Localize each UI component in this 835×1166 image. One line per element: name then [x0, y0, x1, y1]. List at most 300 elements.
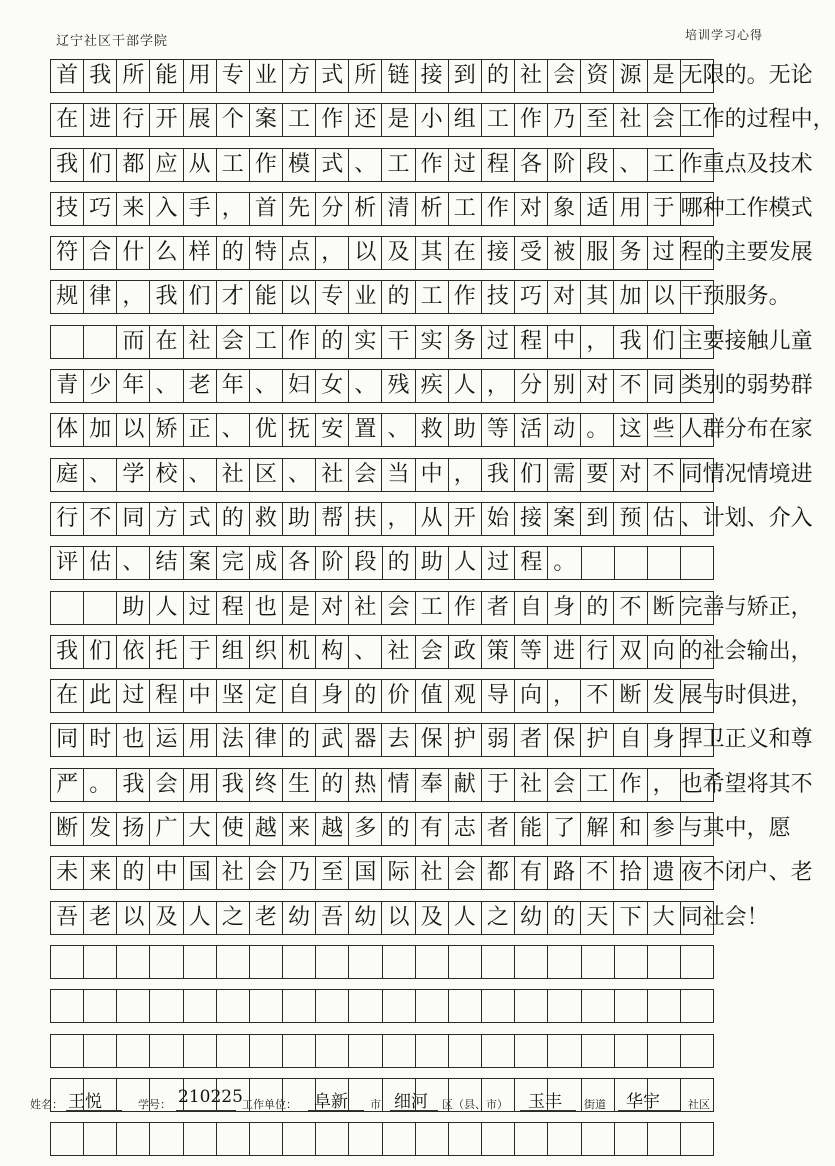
grid-cell: 到	[581, 503, 614, 535]
grid-cell: 构	[316, 636, 349, 668]
grid-cell: ，	[548, 680, 581, 712]
grid-row	[50, 723, 813, 757]
grid-cell: 。	[548, 547, 581, 579]
grid-cell: 及	[150, 902, 183, 934]
grid-cell: 人	[449, 547, 482, 579]
grid-cell: 我	[217, 769, 250, 801]
grid-cell: 都	[482, 857, 515, 889]
grid-cell: 乃	[548, 104, 581, 136]
grid-cell: 工	[581, 769, 614, 801]
grid-cell: 过	[449, 149, 482, 181]
grid-cell: 会	[416, 636, 449, 668]
grid-cell: 个	[217, 104, 250, 136]
grid-cell: 接	[482, 237, 515, 269]
grid-cell: 所	[117, 60, 150, 92]
grid-cell: 过	[184, 592, 217, 624]
grid-row	[50, 1034, 714, 1068]
grid-cell	[349, 990, 382, 1022]
grid-cell: 严	[51, 769, 84, 801]
grid-cell: 人	[150, 592, 183, 624]
grid-row	[50, 369, 813, 403]
grid-cell: 夜不闭户、老	[681, 857, 714, 889]
grid-cell: 对	[614, 459, 647, 491]
grid-cell: 干	[382, 326, 415, 358]
grid-cell	[482, 946, 515, 978]
grid-cell: 对	[548, 281, 581, 313]
grid-cell: 要	[581, 459, 614, 491]
grid-cell	[349, 1035, 382, 1067]
grid-cell	[615, 547, 648, 579]
grid-cell: 于	[184, 636, 217, 668]
grid-cell: 象	[548, 193, 581, 225]
grid-cell	[217, 1123, 250, 1155]
grid-cell: 机	[283, 636, 316, 668]
grid-cell: 同情况情境进	[681, 459, 714, 491]
grid-cell: 还	[349, 104, 382, 136]
grid-cell: 预	[614, 503, 647, 535]
grid-cell: 去	[382, 724, 415, 756]
grid-cell: 织	[250, 636, 283, 668]
grid-cell: 作	[250, 149, 283, 181]
grid-cell: 定	[250, 680, 283, 712]
grid-cell: 特	[250, 237, 283, 269]
grid-cell: 在	[51, 680, 84, 712]
grid-cell: 救	[250, 503, 283, 535]
grid-cell: 断	[614, 680, 647, 712]
grid-cell	[184, 1123, 217, 1155]
community-value: 华宇	[626, 1092, 660, 1112]
grid-row	[50, 59, 813, 93]
grid-cell: 、	[349, 149, 382, 181]
grid-cell: 实	[349, 326, 382, 358]
grid-cell: 析	[349, 193, 382, 225]
grid-cell: 助	[449, 414, 482, 446]
grid-cell: 保	[416, 724, 449, 756]
grid-cell: 过	[482, 326, 515, 358]
grid-cell: 。	[581, 414, 614, 446]
grid-cell: 年	[117, 370, 150, 402]
grid-cell: 与其中，愿	[681, 813, 714, 845]
grid-row	[50, 103, 835, 137]
grid-cell: 别	[548, 370, 581, 402]
grid-cell: 入	[150, 193, 183, 225]
grid-cell: 时	[84, 724, 117, 756]
grid-cell: 至	[581, 104, 614, 136]
grid-cell: 能	[150, 60, 183, 92]
grid-cell	[515, 1035, 548, 1067]
street-underline	[520, 1110, 576, 1111]
grid-cell: 献	[449, 769, 482, 801]
grid-cell: 能	[515, 813, 548, 845]
street-label: 街道	[584, 1098, 606, 1111]
grid-cell: 在	[449, 237, 482, 269]
grid-cell: 者	[482, 592, 515, 624]
grid-cell	[117, 990, 150, 1022]
grid-cell: 先	[283, 193, 316, 225]
grid-cell: 需	[548, 459, 581, 491]
grid-cell: 会	[382, 592, 415, 624]
grid-cell	[648, 990, 681, 1022]
grid-cell: 社	[184, 326, 217, 358]
grid-cell: 工	[283, 104, 316, 136]
grid-cell: 、	[382, 414, 415, 446]
grid-cell: 幼	[515, 902, 548, 934]
grid-cell: 助	[416, 547, 449, 579]
grid-cell: 安	[316, 414, 349, 446]
grid-cell: 服	[581, 237, 614, 269]
grid-cell	[51, 990, 84, 1022]
grid-cell: 段	[349, 547, 382, 579]
grid-cell: ，	[316, 237, 349, 269]
grid-cell	[150, 1035, 183, 1067]
grid-cell: 业	[250, 60, 283, 92]
grid-cell: 的	[316, 769, 349, 801]
grid-cell: 其	[581, 281, 614, 313]
grid-cell: 都	[117, 149, 150, 181]
grid-cell: 是	[648, 60, 681, 92]
signature-footer	[0, 1080, 799, 1120]
grid-cell: 应	[150, 149, 183, 181]
grid-cell: 些	[648, 414, 681, 446]
grid-cell: 学	[117, 459, 150, 491]
grid-row	[50, 989, 714, 1023]
grid-cell: 护	[449, 724, 482, 756]
grid-cell	[349, 1123, 382, 1155]
grid-cell: 当	[382, 459, 415, 491]
grid-row	[50, 458, 813, 492]
grid-cell: 优	[250, 414, 283, 446]
grid-cell: 程	[482, 149, 515, 181]
grid-cell: 生	[283, 769, 316, 801]
grid-cell	[615, 946, 648, 978]
grid-cell: 首	[51, 60, 84, 92]
grid-cell: 越	[250, 813, 283, 845]
grid-cell	[84, 946, 117, 978]
grid-cell: 残	[382, 370, 415, 402]
grid-cell: 各	[283, 547, 316, 579]
grid-cell: 也	[250, 592, 283, 624]
grid-cell: 模	[283, 149, 316, 181]
grid-cell: 也	[117, 724, 150, 756]
grid-cell: 的	[482, 60, 515, 92]
name-label: 姓名：	[30, 1098, 63, 1111]
grid-cell: 工	[250, 326, 283, 358]
grid-cell: 会	[548, 60, 581, 92]
grid-cell: 小	[416, 104, 449, 136]
grid-cell: 越	[316, 813, 349, 845]
grid-cell	[84, 1123, 117, 1155]
grid-row	[50, 280, 791, 314]
grid-cell: 、	[349, 370, 382, 402]
grid-cell	[482, 990, 515, 1022]
grid-cell: 人	[184, 902, 217, 934]
grid-cell: ，	[581, 326, 614, 358]
grid-cell: 是	[283, 592, 316, 624]
grid-cell: 的	[316, 326, 349, 358]
grid-cell: 以	[283, 281, 316, 313]
grid-cell: 有	[416, 813, 449, 845]
grid-cell: 救	[416, 414, 449, 446]
grid-cell	[615, 990, 648, 1022]
district-underline	[390, 1110, 438, 1111]
grid-cell: 的	[217, 503, 250, 535]
grid-cell: 国	[184, 857, 217, 889]
grid-cell: ，	[449, 459, 482, 491]
grid-cell	[283, 1123, 316, 1155]
grid-cell: 发	[648, 680, 681, 712]
grid-cell: 阶	[548, 149, 581, 181]
district-label: 区（县、市）	[442, 1098, 508, 1111]
grid-cell: 不	[581, 680, 614, 712]
grid-cell: 中	[416, 459, 449, 491]
grid-cell: 作	[316, 104, 349, 136]
grid-cell: 社	[515, 769, 548, 801]
grid-cell: 样	[184, 237, 217, 269]
grid-cell: 作	[449, 281, 482, 313]
grid-cell: 以	[117, 902, 150, 934]
grid-cell	[383, 990, 416, 1022]
street-value: 玉丰	[528, 1092, 562, 1112]
grid-cell: 分	[316, 193, 349, 225]
grid-cell	[548, 1035, 581, 1067]
grid-cell: 使	[217, 813, 250, 845]
grid-cell: 扬	[117, 813, 150, 845]
grid-cell: 在	[51, 104, 84, 136]
grid-cell: 评	[51, 547, 84, 579]
grid-row	[50, 901, 769, 935]
grid-cell	[250, 946, 283, 978]
grid-cell: 的	[117, 857, 150, 889]
grid-cell	[217, 990, 250, 1022]
grid-row	[50, 325, 813, 359]
grid-cell: 行	[51, 503, 84, 535]
grid-cell	[316, 990, 349, 1022]
grid-cell: 作	[614, 769, 647, 801]
grid-cell: 作	[416, 149, 449, 181]
grid-cell: 武	[316, 724, 349, 756]
grid-cell: 奉	[416, 769, 449, 801]
grid-cell	[51, 326, 84, 358]
grid-cell: 行	[117, 104, 150, 136]
grid-cell: 、	[117, 547, 150, 579]
grid-cell: 同社会！	[681, 902, 714, 934]
grid-cell: 社	[515, 60, 548, 92]
grid-cell: 案	[250, 104, 283, 136]
grid-cell: 置	[349, 414, 382, 446]
grid-cell: 人群分布在家	[681, 414, 714, 446]
grid-cell: 老	[184, 370, 217, 402]
grid-cell: 的	[548, 902, 581, 934]
grid-cell: 的社会输出，	[681, 636, 714, 668]
grid-cell: 大	[648, 902, 681, 934]
grid-cell: 工	[416, 281, 449, 313]
grid-cell: 不	[614, 370, 647, 402]
grid-cell: 的	[283, 724, 316, 756]
grid-cell: 会	[217, 326, 250, 358]
grid-cell: 于	[482, 769, 515, 801]
grid-cell: 用	[184, 60, 217, 92]
grid-cell: 们	[84, 636, 117, 668]
grid-cell	[150, 1123, 183, 1155]
grid-cell: 以	[349, 237, 382, 269]
grid-cell: 我	[51, 149, 84, 181]
grid-cell: 、	[250, 370, 283, 402]
grid-cell: 律	[84, 281, 117, 313]
grid-cell	[648, 547, 681, 579]
grid-cell: 式	[316, 60, 349, 92]
grid-cell: 无限的。无论	[681, 60, 714, 92]
grid-cell: 案	[184, 547, 217, 579]
grid-cell	[416, 990, 449, 1022]
grid-cell: 方	[150, 503, 183, 535]
grid-cell: 有	[515, 857, 548, 889]
grid-cell	[681, 1123, 714, 1155]
grid-cell: 技	[51, 193, 84, 225]
grid-cell	[117, 1035, 150, 1067]
grid-cell	[51, 592, 84, 624]
grid-cell: 们	[515, 459, 548, 491]
grid-cell: 规	[51, 281, 84, 313]
grid-cell: 少	[84, 370, 117, 402]
grid-cell	[449, 990, 482, 1022]
grid-cell	[84, 1035, 117, 1067]
grid-cell: 受	[515, 237, 548, 269]
grid-cell	[383, 1035, 416, 1067]
grid-cell	[84, 990, 117, 1022]
grid-cell: 进	[548, 636, 581, 668]
grid-cell: 下	[614, 902, 647, 934]
grid-cell	[316, 1035, 349, 1067]
grid-cell: 等	[482, 414, 515, 446]
grid-cell: 同	[117, 503, 150, 535]
grid-cell: 程	[515, 326, 548, 358]
grid-cell: 作	[482, 193, 515, 225]
grid-cell: 来	[84, 857, 117, 889]
grid-cell: 向	[515, 680, 548, 712]
grid-cell	[582, 547, 615, 579]
grid-cell: 也希望将其不	[681, 769, 714, 801]
grid-cell: 国	[349, 857, 382, 889]
grid-cell: 被	[548, 237, 581, 269]
grid-cell: 阶	[316, 547, 349, 579]
grid-cell: 以	[117, 414, 150, 446]
grid-cell: 此	[84, 680, 117, 712]
grid-cell: 来	[283, 813, 316, 845]
grid-cell: 坚	[217, 680, 250, 712]
grid-cell: 实	[416, 326, 449, 358]
grid-cell: 热	[349, 769, 382, 801]
grid-cell: 完善与矫正，	[681, 592, 714, 624]
grid-cell: 了	[548, 813, 581, 845]
grid-cell: 动	[548, 414, 581, 446]
grid-cell	[283, 1035, 316, 1067]
grid-cell	[51, 1035, 84, 1067]
grid-cell: 社	[416, 857, 449, 889]
grid-cell: 政	[449, 636, 482, 668]
grid-cell: 过	[648, 237, 681, 269]
grid-cell	[582, 990, 615, 1022]
grid-cell: 不	[614, 592, 647, 624]
grid-cell: 工	[482, 104, 515, 136]
grid-cell: 行	[581, 636, 614, 668]
city-value: 阜新	[314, 1092, 348, 1112]
grid-cell: 天	[581, 902, 614, 934]
grid-cell: 的	[383, 547, 416, 579]
grid-cell	[51, 1123, 84, 1155]
grid-cell: 捍卫正义和尊	[681, 724, 714, 756]
grid-cell: 同	[51, 724, 84, 756]
grid-cell: 社	[382, 636, 415, 668]
grid-row	[50, 192, 813, 226]
grid-cell: 作	[449, 592, 482, 624]
grid-row	[50, 679, 813, 713]
grid-cell	[582, 1123, 615, 1155]
grid-cell: 保	[548, 724, 581, 756]
grid-cell: 专	[217, 60, 250, 92]
grid-cell: 和	[614, 813, 647, 845]
grid-cell: 中	[184, 680, 217, 712]
grid-cell: 老	[250, 902, 283, 934]
grid-cell: 巧	[515, 281, 548, 313]
grid-cell: 路	[548, 857, 581, 889]
grid-cell	[515, 946, 548, 978]
grid-cell: 程的主要发展	[681, 237, 714, 269]
grid-row	[50, 635, 813, 669]
grid-cell: 社	[217, 857, 250, 889]
grid-cell	[482, 1035, 515, 1067]
grid-cell: 遗	[648, 857, 681, 889]
grid-cell: 式	[316, 149, 349, 181]
grid-cell: 这	[614, 414, 647, 446]
grid-cell: 式	[184, 503, 217, 535]
grid-cell: 女	[316, 370, 349, 402]
grid-cell: 的	[581, 592, 614, 624]
district-value: 细河	[394, 1092, 428, 1112]
grid-cell: 之	[217, 902, 250, 934]
grid-row	[50, 413, 813, 447]
grid-cell	[84, 592, 117, 624]
grid-cell: 用	[184, 769, 217, 801]
grid-cell	[548, 990, 581, 1022]
grid-cell: 中	[548, 326, 581, 358]
grid-cell: 、	[614, 149, 647, 181]
grid-cell: 、	[150, 370, 183, 402]
grid-cell	[51, 946, 84, 978]
grid-cell	[449, 946, 482, 978]
grid-cell: 会	[648, 104, 681, 136]
grid-cell: 助	[283, 503, 316, 535]
page-header	[0, 0, 799, 49]
grid-cell: 双	[614, 636, 647, 668]
grid-cell: 拾	[614, 857, 647, 889]
grid-cell: 终	[250, 769, 283, 801]
grid-cell: 之	[482, 902, 515, 934]
grid-cell: 及	[382, 237, 415, 269]
grid-cell: 解	[581, 813, 614, 845]
grid-cell: 成	[250, 547, 283, 579]
grid-cell: 不	[648, 459, 681, 491]
city-label: 市	[370, 1098, 381, 1111]
grid-cell	[548, 1123, 581, 1155]
grid-cell: 清	[382, 193, 415, 225]
grid-cell: 、	[349, 636, 382, 668]
grid-cell: 运	[150, 724, 183, 756]
grid-cell: 、	[283, 459, 316, 491]
grid-cell: 符	[51, 237, 84, 269]
grid-cell: 断	[648, 592, 681, 624]
grid-cell: 老	[84, 902, 117, 934]
grid-cell	[582, 1035, 615, 1067]
